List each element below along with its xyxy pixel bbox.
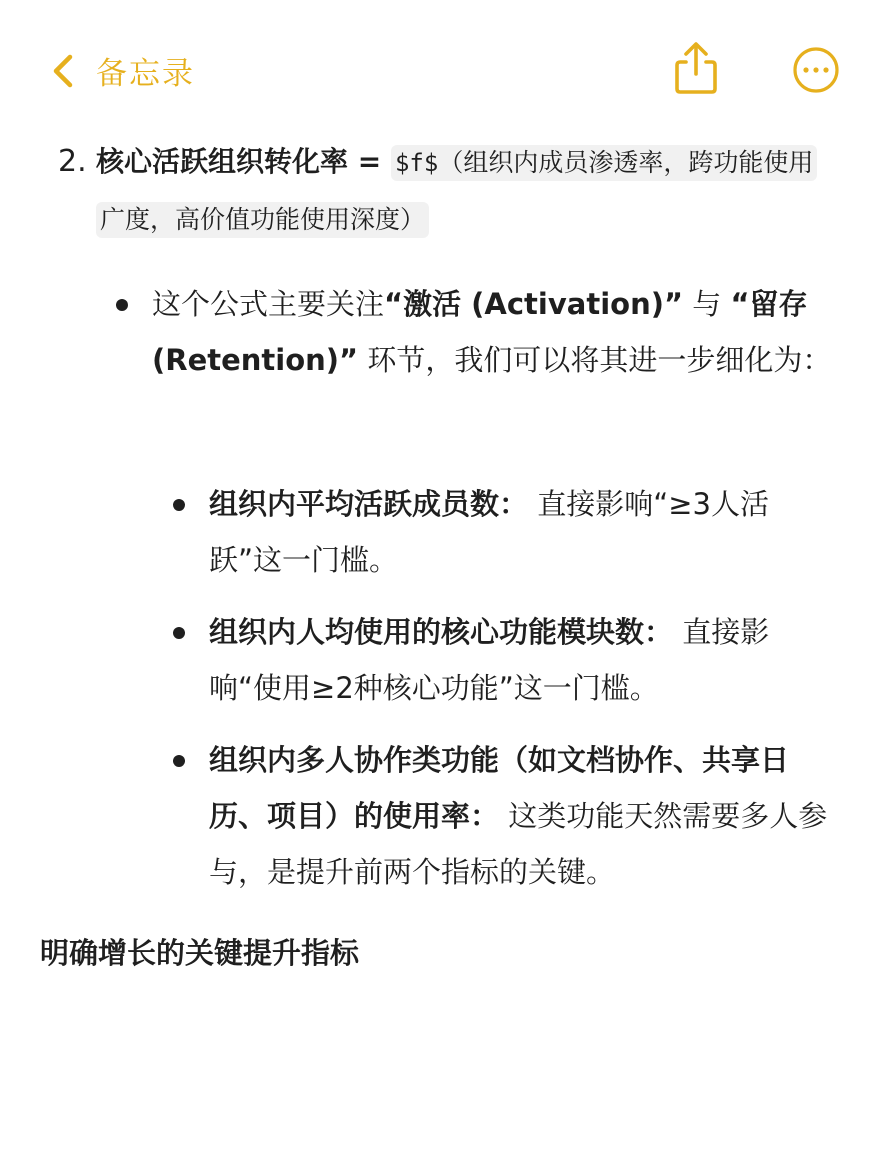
sub-bullet-text: [209, 604, 829, 716]
share-icon[interactable]: [670, 40, 722, 96]
sub-bullet-label: 组织内人均使用的核心功能模块数：: [209, 615, 674, 649]
quote-activation: “激活 (Activation)”: [384, 287, 684, 321]
formula-line: [96, 134, 836, 248]
sub-bullet-desc: 直接影响“≥3人活跃”这一门槛。: [209, 487, 770, 577]
back-button[interactable]: [50, 48, 195, 93]
code-text: （组织内成员渗透率，跨功能使用广度，高价值功能使用深度）: [100, 148, 814, 234]
sub-bullet-desc: 这类功能天然需要多人参与，是提升前两个指标的关键。: [209, 799, 828, 889]
bullet-pre: 这个公式主要关注: [152, 287, 385, 321]
section-heading: 明确增长的关键提升指标: [40, 936, 360, 970]
code-symbol: $f$: [394, 149, 439, 177]
bullet-dot: [173, 627, 185, 639]
sub-bullet-text: [209, 476, 829, 588]
navigation-bar: [0, 0, 880, 140]
sub-bullet-label: 组织内平均活跃成员数：: [209, 487, 529, 521]
sub-bullet-desc: 直接影响“使用≥2种核心功能”这一门槛。: [209, 615, 770, 705]
sub-bullet-text: [209, 732, 829, 900]
quote-retention: “留存 (Retention)”: [152, 287, 808, 377]
more-options-icon[interactable]: [792, 46, 840, 94]
bullet-mid: 与: [683, 287, 731, 321]
bullet-dot: [173, 755, 185, 767]
equals-sign: =: [348, 145, 391, 178]
list-number: 2.: [58, 144, 87, 179]
bullet-post: 环节，我们可以将其进一步细化为：: [358, 343, 832, 377]
formula-title: 核心活跃组织转化率: [96, 145, 349, 178]
sub-bullet-label: 组织内多人协作类功能（如文档协作、共享日历、项目）的使用率：: [209, 743, 790, 833]
bullet-dot: [173, 499, 185, 511]
bullet-dot: [116, 299, 128, 311]
chevron-left-icon: [50, 49, 78, 93]
bullet-text: [152, 276, 842, 388]
back-label: 备忘录: [96, 56, 195, 92]
